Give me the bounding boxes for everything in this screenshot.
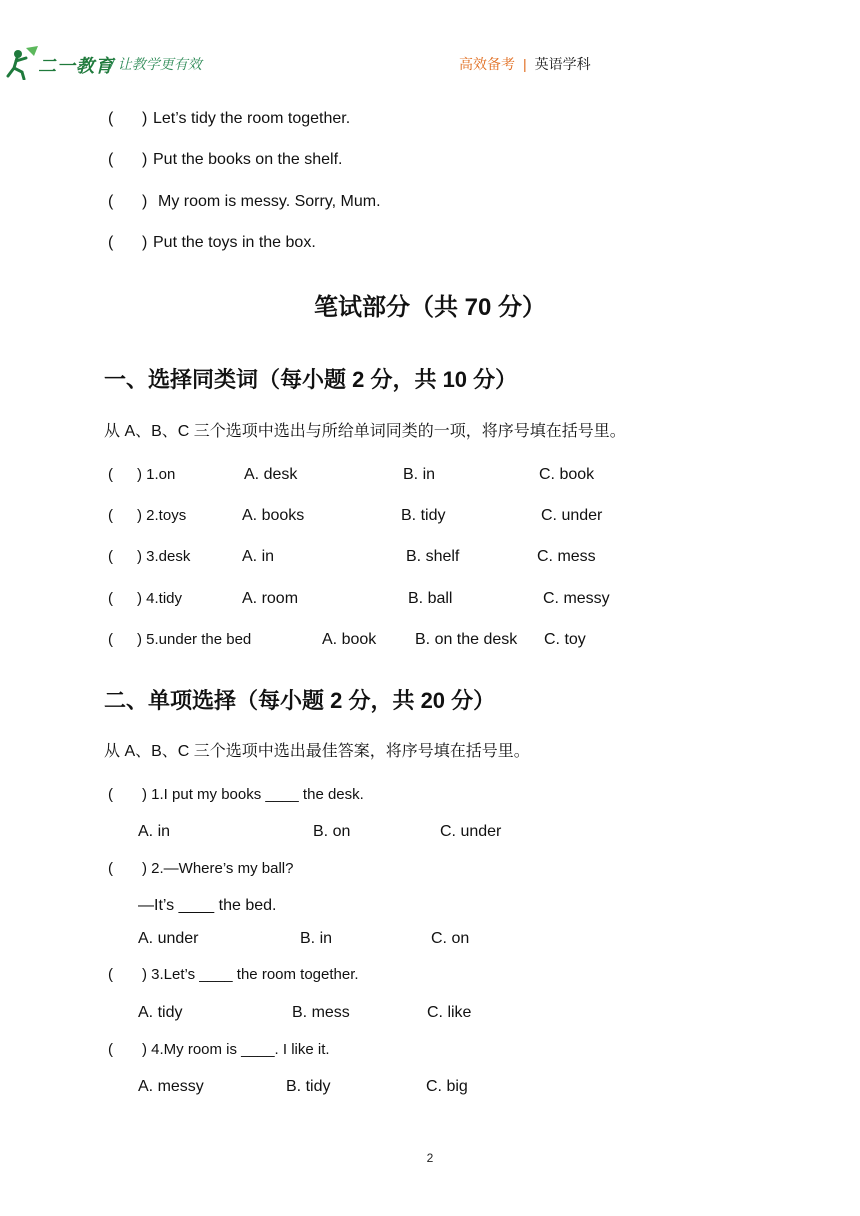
s1-item-1-option-a: A. desk <box>244 466 298 483</box>
s1-item-3-option-c: C. mess <box>537 548 596 565</box>
s2-q2-option-c: C. on <box>431 930 470 947</box>
s2-q2-option-a: A. under <box>138 930 199 947</box>
page-number: 2 <box>426 1151 434 1165</box>
listening-item-1-open-paren: ( <box>108 110 114 127</box>
s2-q3-text: ) 3.Let’s ____ the room together. <box>142 966 359 983</box>
s1-item-2-paren: ( <box>108 507 113 524</box>
section2-instruction: 从 A、B、C 三个选项中选出最佳答案，将序号填在括号里。 <box>104 743 530 760</box>
listening-item-3-open-paren: ( <box>108 193 114 210</box>
s1-item-2-question: ) 2.toys <box>137 507 187 524</box>
listening-item-1-close-paren: ) <box>142 110 148 127</box>
s2-q4-option-c: C. big <box>426 1078 468 1095</box>
s1-item-2-option-c: C. under <box>541 507 603 524</box>
s1-item-1-paren: ( <box>108 466 113 483</box>
section1-instruction: 从 A、B、C 三个选项中选出与所给单词同类的一项，将序号填在括号里。 <box>104 423 626 440</box>
s2-q4-option-b: B. tidy <box>286 1078 331 1095</box>
listening-item-4-text: Put the toys in the box. <box>153 234 316 251</box>
s2-q1-paren: ( <box>108 786 113 803</box>
header-slogan: / 让教学更有效 <box>110 56 202 72</box>
s2-q4-option-a: A. messy <box>138 1078 204 1095</box>
logo-text: 二一教育 <box>38 56 114 76</box>
s1-item-1-option-b: B. in <box>403 466 436 483</box>
s1-item-5-option-b: B. on the desk <box>415 631 518 648</box>
s2-q4-paren: ( <box>108 1041 113 1058</box>
s2-q3-option-c: C. like <box>427 1004 472 1021</box>
listening-item-2-close-paren: ) <box>142 151 148 168</box>
s1-item-4-option-a: A. room <box>242 590 299 607</box>
s1-item-3-option-b: B. shelf <box>406 548 460 565</box>
listening-item-4-open-paren: ( <box>108 234 114 251</box>
s2-q4-text: ) 4.My room is ____. I like it. <box>142 1041 330 1058</box>
header-separator: | <box>523 56 527 72</box>
logo-runner-icon <box>4 46 40 80</box>
header-label-subject: 英语学科 <box>534 56 591 72</box>
s1-item-4-question: ) 4.tidy <box>137 590 183 607</box>
header-label-prep: 高效备考 <box>459 56 515 72</box>
s2-q2-text2: —It’s ____ the bed. <box>138 897 277 914</box>
s2-q2-text: ) 2.—Where’s my ball? <box>142 860 294 877</box>
written-section-title: 笔试部分（共 70 分） <box>313 294 547 321</box>
s1-item-3-option-a: A. in <box>242 548 275 565</box>
s1-item-2-option-b: B. tidy <box>401 507 446 524</box>
s1-item-5-question: ) 5.under the bed <box>137 631 252 648</box>
s2-q1-option-a: A. in <box>138 823 171 840</box>
s1-item-2-option-a: A. books <box>242 507 305 524</box>
s2-q3-paren: ( <box>108 966 113 983</box>
s1-item-5-option-c: C. toy <box>544 631 586 648</box>
s2-q2-paren: ( <box>108 860 113 877</box>
listening-item-3-close-paren: ) <box>142 193 148 210</box>
s1-item-5-paren: ( <box>108 631 113 648</box>
listening-item-4-close-paren: ) <box>142 234 148 251</box>
listening-item-2-text: Put the books on the shelf. <box>153 151 343 168</box>
s2-q2-option-b: B. in <box>300 930 333 947</box>
s1-item-5-option-a: A. book <box>322 631 377 648</box>
s2-q3-option-a: A. tidy <box>138 1004 183 1021</box>
s1-item-4-paren: ( <box>108 590 113 607</box>
s1-item-4-option-c: C. messy <box>543 590 610 607</box>
section1-heading: 一、选择同类词（每小题 2 分，共 10 分） <box>104 367 518 392</box>
listening-item-1-text: Let’s tidy the room together. <box>153 110 351 127</box>
s2-q1-text: ) 1.I put my books ____ the desk. <box>142 786 364 803</box>
s1-item-3-question: ) 3.desk <box>137 548 191 565</box>
s1-item-4-option-b: B. ball <box>408 590 453 607</box>
header-right <box>459 54 591 74</box>
s1-item-1-option-c: C. book <box>539 466 595 483</box>
s1-item-3-paren: ( <box>108 548 113 565</box>
listening-item-2-open-paren: ( <box>108 151 114 168</box>
section2-heading: 二、单项选择（每小题 2 分，共 20 分） <box>104 688 496 713</box>
s2-q1-option-c: C. under <box>440 823 502 840</box>
listening-item-3-text: My room is messy. Sorry, Mum. <box>158 193 381 210</box>
s1-item-1-question: ) 1.on <box>137 466 176 483</box>
s2-q1-option-b: B. on <box>313 823 351 840</box>
s2-q3-option-b: B. mess <box>292 1004 350 1021</box>
